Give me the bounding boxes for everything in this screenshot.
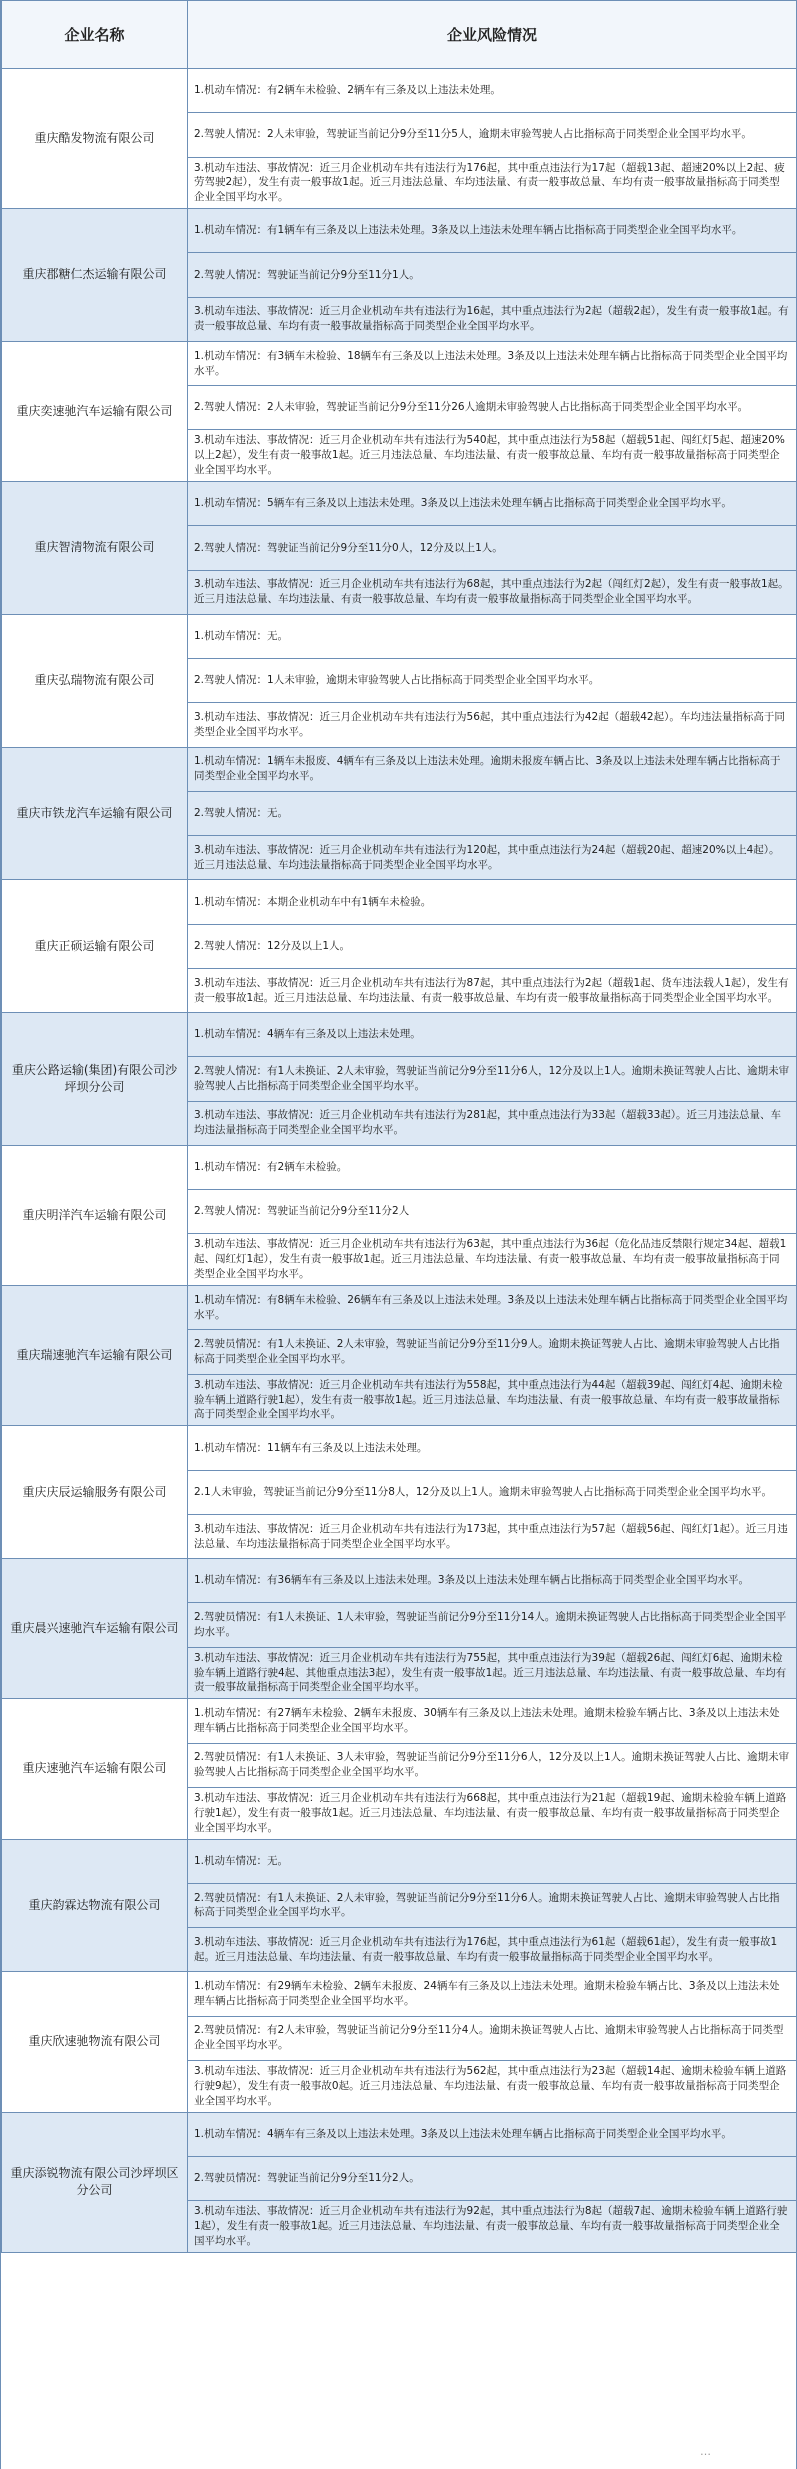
company-name-cell: 重庆公路运输(集团)有限公司沙坪坝分公司 — [2, 1013, 188, 1146]
table-row — [2, 2112, 797, 2156]
table-row — [2, 1426, 797, 1470]
risk-item-cell: 2.驾驶人情况：无。 — [188, 791, 797, 835]
risk-item-cell: 1.机动车情况：1辆车未报废、4辆车有三条及以上违法未处理。逾期未报废车辆占比、3条及以上违法未处理车辆占比指标高于同类型企业全国平均水平。 — [188, 747, 797, 791]
header-company-name: 企业名称 — [2, 1, 188, 69]
watermark-text: … — [700, 2445, 711, 2458]
risk-item-cell: 2.驾驶人情况：1人未审验，逾期未审验驾驶人占比指标高于同类型企业全国平均水平。 — [188, 659, 797, 703]
risk-item-cell: 1.机动车情况：本期企业机动车中有1辆车未检验。 — [188, 880, 797, 924]
risk-item-cell: 1.机动车情况：无。 — [188, 1839, 797, 1883]
risk-item-cell: 1.机动车情况：有8辆车未检验、26辆车有三条及以上违法未处理。3条及以上违法未处理车辆占比指标高于同类型企业全国平均水平。 — [188, 1286, 797, 1330]
table-row — [2, 209, 797, 253]
risk-item-cell: 1.机动车情况：5辆车有三条及以上违法未处理。3条及以上违法未处理车辆占比指标高于同类型企业全国平均水平。 — [188, 482, 797, 526]
table-header-row — [2, 1, 797, 69]
risk-item-cell: 1.机动车情况：有2辆车未检验。 — [188, 1145, 797, 1189]
risk-item-cell: 3.机动车违法、事故情况：近三月企业机动车共有违法行为176起，其中重点违法行为61起（超载61起），发生有责一般事故1起。近三月违法总量、车均违法量、有责一般事故总量、车均有责一般事故量指标高于同类型企业全国平均水平。 — [188, 1928, 797, 1972]
risk-item-cell: 2.驾驶人情况：驾驶证当前记分9分至11分1人。 — [188, 253, 797, 297]
company-name-cell: 重庆晨兴速驰汽车运输有限公司 — [2, 1559, 188, 1699]
risk-item-cell: 3.机动车违法、事故情况：近三月企业机动车共有违法行为558起，其中重点违法行为44起（超载39起、闯红灯4起、逾期未检验车辆上道路行驶1起），发生有责一般事故1起。近三月违法总量、车均违法量、有责一般事故总量、车均有责一般事故量指标高于同类型企业全国平均水平。 — [188, 1374, 797, 1426]
company-name-cell: 重庆正硕运输有限公司 — [2, 880, 188, 1013]
table-row — [2, 1286, 797, 1330]
table-row — [2, 614, 797, 658]
risk-item-cell: 3.机动车违法、事故情况：近三月企业机动车共有违法行为173起，其中重点违法行为57起（超载56起、闯红灯1起）。近三月违法总量、车均违法量指标高于同类型企业全国平均水平。 — [188, 1514, 797, 1558]
risk-item-cell: 2.驾驶员情况：有2人未审验，驾驶证当前记分9分至11分4人。逾期未换证驾驶人占比、逾期未审验驾驶人占比指标高于同类型企业全国平均水平。 — [188, 2016, 797, 2060]
table-row — [2, 482, 797, 526]
table-row — [2, 1699, 797, 1743]
company-risk-table — [1, 0, 797, 2253]
table-row — [2, 1145, 797, 1189]
risk-item-cell: 3.机动车违法、事故情况：近三月企业机动车共有违法行为176起，其中重点违法行为17起（超载13起、超速20%以上2起、疲劳驾驶2起），发生有责一般事故1起。近三月违法总量、车均违法量、有责一般事故总量、车均有责一般事故量指标高于同类型企业全国平均水平。 — [188, 157, 797, 209]
company-name-cell: 重庆庆辰运输服务有限公司 — [2, 1426, 188, 1559]
header-risk-situation: 企业风险情况 — [188, 1, 797, 69]
risk-item-cell: 2.驾驶人情况：驾驶证当前记分9分至11分0人，12分及以上1人。 — [188, 526, 797, 570]
risk-item-cell: 1.机动车情况：4辆车有三条及以上违法未处理。3条及以上违法未处理车辆占比指标高于同类型企业全国平均水平。 — [188, 2112, 797, 2156]
risk-item-cell: 1.机动车情况：无。 — [188, 614, 797, 658]
company-name-cell: 重庆市铁龙汽车运输有限公司 — [2, 747, 188, 880]
risk-item-cell: 2.驾驶员情况：有1人未换证、3人未审验，驾驶证当前记分9分至11分6人，12分及以上1人。逾期未换证驾驶人占比、逾期未审验驾驶人占比指标高于同类型企业全国平均水平。 — [188, 1743, 797, 1787]
risk-item-cell: 2.驾驶员情况：有1人未换证、2人未审验，驾驶证当前记分9分至11分9人。逾期未换证驾驶人占比、逾期未审验驾驶人占比指标高于同类型企业全国平均水平。 — [188, 1330, 797, 1374]
company-name-cell: 重庆速驰汽车运输有限公司 — [2, 1699, 188, 1839]
risk-item-cell: 1.机动车情况：有27辆车未检验、2辆车未报废、30辆车有三条及以上违法未处理。逾期未检验车辆占比、3条及以上违法未处理车辆占比指标高于同类型企业全国平均水平。 — [188, 1699, 797, 1743]
risk-item-cell: 2.驾驶员情况：驾驶证当前记分9分至11分2人。 — [188, 2156, 797, 2200]
risk-item-cell: 2.驾驶员情况：有1人未换证、1人未审验，驾驶证当前记分9分至11分14人。逾期未换证驾驶人占比指标高于同类型企业全国平均水平。 — [188, 1603, 797, 1647]
company-name-cell: 重庆酷发物流有限公司 — [2, 69, 188, 209]
risk-item-cell: 2.驾驶人情况：2人未审验，驾驶证当前记分9分至11分26人逾期未审验驾驶人占比指标高于同类型企业全国平均水平。 — [188, 386, 797, 430]
risk-item-cell: 3.机动车违法、事故情况：近三月企业机动车共有违法行为281起，其中重点违法行为33起（超载33起）。近三月违法总量、车均违法量指标高于同类型企业全国平均水平。 — [188, 1101, 797, 1145]
company-name-cell: 重庆明洋汽车运输有限公司 — [2, 1145, 188, 1285]
table-row — [2, 880, 797, 924]
company-name-cell: 重庆欣速驰物流有限公司 — [2, 1972, 188, 2112]
risk-item-cell: 2.驾驶员情况：有1人未换证、2人未审验，驾驶证当前记分9分至11分6人。逾期未换证驾驶人占比、逾期未审验驾驶人占比指标高于同类型企业全国平均水平。 — [188, 1883, 797, 1927]
table-row — [2, 1013, 797, 1057]
risk-item-cell: 3.机动车违法、事故情况：近三月企业机动车共有违法行为92起，其中重点违法行为8起（超载7起、逾期未检验车辆上道路行驶1起），发生有责一般事故1起。近三月违法总量、车均违法量、有责一般事故总量、车均有责一般事故量指标高于同类型企业全国平均水平。 — [188, 2201, 797, 2253]
risk-item-cell: 2.驾驶人情况：2人未审验，驾驶证当前记分9分至11分5人，逾期未审验驾驶人占比指标高于同类型企业全国平均水平。 — [188, 113, 797, 157]
company-name-cell: 重庆奕速驰汽车运输有限公司 — [2, 341, 188, 481]
risk-item-cell: 3.机动车违法、事故情况：近三月企业机动车共有违法行为668起，其中重点违法行为21起（超载19起、逾期未检验车辆上道路行驶1起），发生有责一般事故1起。近三月违法总量、车均违法量、有责一般事故总量、车均有责一般事故量指标高于同类型企业全国平均水平。 — [188, 1787, 797, 1839]
company-name-cell: 重庆智清物流有限公司 — [2, 482, 188, 615]
company-name-cell: 重庆瑞速驰汽车运输有限公司 — [2, 1286, 188, 1426]
table-body — [2, 69, 797, 2253]
risk-item-cell: 3.机动车违法、事故情况：近三月企业机动车共有违法行为16起，其中重点违法行为2起（超载2起），发生有责一般事故1起。有责一般事故总量、车均有责一般事故量指标高于同类型企业全国平均水平。 — [188, 297, 797, 341]
risk-item-cell: 1.机动车情况：有2辆车未检验、2辆车有三条及以上违法未处理。 — [188, 69, 797, 113]
risk-item-cell: 3.机动车违法、事故情况：近三月企业机动车共有违法行为755起，其中重点违法行为39起（超载26起、闯红灯6起、逾期未检验车辆上道路行驶4起、其他重点违法3起），发生有责一般事故1起。近三月违法总量、车均违法量、有责一般事故总量、车均有责一般事故量指标高于同类型企业全国平均水平。 — [188, 1647, 797, 1699]
risk-item-cell: 3.机动车违法、事故情况：近三月企业机动车共有违法行为120起，其中重点违法行为24起（超载20起、超速20%以上4起）。近三月违法总量、车均违法量指标高于同类型企业全国平均水平。 — [188, 836, 797, 880]
risk-item-cell: 1.机动车情况：有1辆车有三条及以上违法未处理。3条及以上违法未处理车辆占比指标高于同类型企业全国平均水平。 — [188, 209, 797, 253]
risk-item-cell: 1.机动车情况：有3辆车未检验、18辆车有三条及以上违法未处理。3条及以上违法未处理车辆占比指标高于同类型企业全国平均水平。 — [188, 341, 797, 385]
risk-item-cell: 3.机动车违法、事故情况：近三月企业机动车共有违法行为68起，其中重点违法行为2起（闯红灯2起），发生有责一般事故1起。近三月违法总量、车均违法量、有责一般事故总量、车均有责一般事故量指标高于同类型企业全国平均水平。 — [188, 570, 797, 614]
risk-item-cell: 2.驾驶人情况：驾驶证当前记分9分至11分2人 — [188, 1190, 797, 1234]
risk-item-cell: 2.驾驶人情况：有1人未换证、2人未审验，驾驶证当前记分9分至11分6人，12分及以上1人。逾期未换证驾驶人占比、逾期未审验驾驶人占比指标高于同类型企业全国平均水平。 — [188, 1057, 797, 1101]
risk-item-cell: 1.机动车情况：有36辆车有三条及以上违法未处理。3条及以上违法未处理车辆占比指标高于同类型企业全国平均水平。 — [188, 1559, 797, 1603]
company-name-cell: 重庆郡糖仁杰运输有限公司 — [2, 209, 188, 342]
risk-item-cell: 2.驾驶人情况：12分及以上1人。 — [188, 924, 797, 968]
table-row — [2, 747, 797, 791]
risk-item-cell: 3.机动车违法、事故情况：近三月企业机动车共有违法行为562起，其中重点违法行为23起（超载14起、逾期未检验车辆上道路行驶9起），发生有责一般事故0起。近三月违法总量、车均违法量、有责一般事故总量、车均有责一般事故量指标高于同类型企业全国平均水平。 — [188, 2060, 797, 2112]
table-row — [2, 1839, 797, 1883]
company-name-cell: 重庆添锐物流有限公司沙坪坝区分公司 — [2, 2112, 188, 2252]
table-row — [2, 341, 797, 385]
table-row — [2, 1559, 797, 1603]
risk-item-cell: 3.机动车违法、事故情况：近三月企业机动车共有违法行为87起，其中重点违法行为2起（超载1起、货车违法载人1起），发生有责一般事故1起。近三月违法总量、车均违法量、有责一般事故总量、车均有责一般事故量指标高于同类型企业全国平均水平。 — [188, 968, 797, 1012]
table-row — [2, 69, 797, 113]
risk-item-cell: 3.机动车违法、事故情况：近三月企业机动车共有违法行为56起，其中重点违法行为42起（超载42起）。车均违法量指标高于同类型企业全国平均水平。 — [188, 703, 797, 747]
risk-item-cell: 2.1人未审验，驾驶证当前记分9分至11分8人，12分及以上1人。逾期未审验驾驶人占比指标高于同类型企业全国平均水平。 — [188, 1470, 797, 1514]
risk-item-cell: 3.机动车违法、事故情况：近三月企业机动车共有违法行为540起，其中重点违法行为58起（超载51起、闯红灯5起、超速20%以上2起），发生有责一般事故1起。近三月违法总量、车均违法量、有责一般事故总量、车均有责一般事故量指标高于同类型企业全国平均水平。 — [188, 430, 797, 482]
risk-item-cell: 1.机动车情况：4辆车有三条及以上违法未处理。 — [188, 1013, 797, 1057]
risk-item-cell: 1.机动车情况：有29辆车未检验、2辆车未报废、24辆车有三条及以上违法未处理。逾期未检验车辆占比、3条及以上违法未处理车辆占比指标高于同类型企业全国平均水平。 — [188, 1972, 797, 2016]
table-row — [2, 1972, 797, 2016]
risk-item-cell: 1.机动车情况：11辆车有三条及以上违法未处理。 — [188, 1426, 797, 1470]
risk-item-cell: 3.机动车违法、事故情况：近三月企业机动车共有违法行为63起，其中重点违法行为36起（危化品违反禁限行规定34起、超载1起、闯红灯1起），发生有责一般事故1起。近三月违法总量、车均违法量、有责一般事故总量、车均有责一般事故量指标高于同类型企业全国平均水平。 — [188, 1234, 797, 1286]
company-name-cell: 重庆韵霖达物流有限公司 — [2, 1839, 188, 1972]
company-name-cell: 重庆弘瑞物流有限公司 — [2, 614, 188, 747]
